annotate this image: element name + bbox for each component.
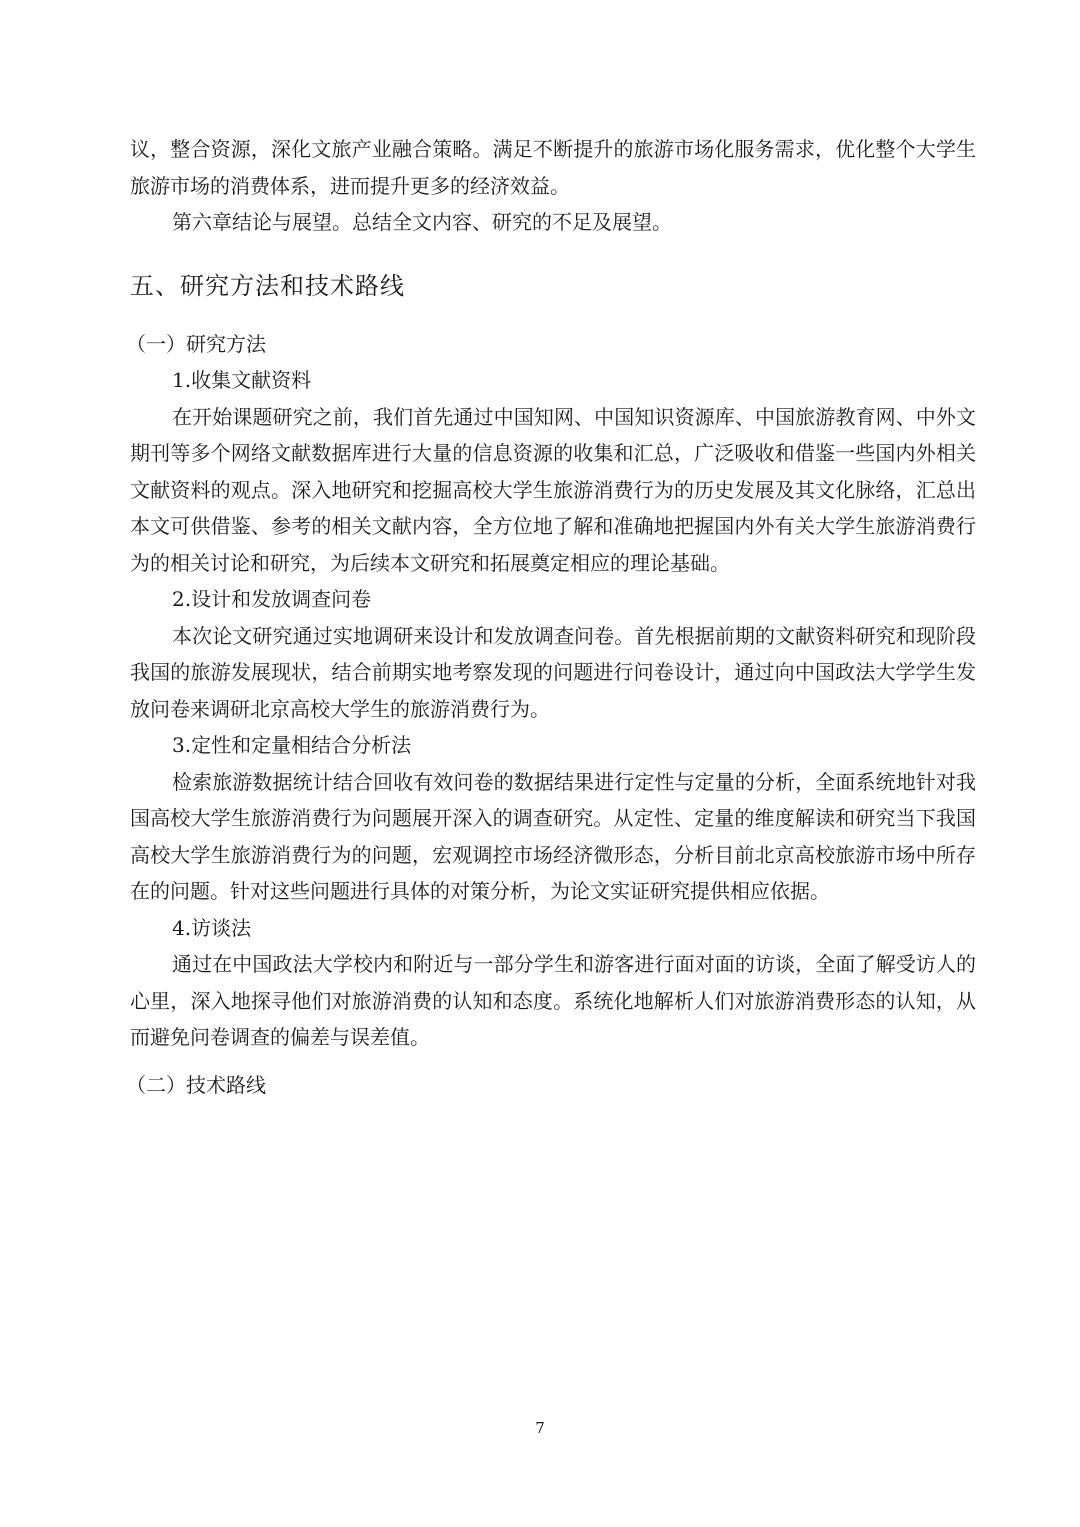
page-number: 7 <box>535 1419 545 1437</box>
intro-paragraph: 议，整合资源，深化文旅产业融合策略。满足不断提升的旅游市场化服务需求，优化整个大学生旅游市场的消费体系，进而提升更多的经济效益。 <box>130 137 976 198</box>
method-2-text: 本次论文研究通过实地调研来设计和发放调查问卷。首先根据前期的文献资料研究和现阶段我国的旅游发展现状，结合前期实地考察发现的问题进行问卷设计，通过向中国政法大学学生发放问卷来调研北京高校大学生的旅游消费行为。 <box>130 623 976 721</box>
section-heading: 五、研究方法和技术路线 <box>130 271 405 300</box>
method-1-title: 1.收集文献资料 <box>172 368 312 392</box>
method-4-title: 4.访谈法 <box>172 915 252 940</box>
subsection-heading-tech-route: （二）技术路线 <box>126 1072 266 1097</box>
method-4-text: 通过在中国政法大学校内和附近与一部分学生和游客进行面对面的访谈，全面了解受访人的心里，深入地探寻他们对旅游消费的认知和态度。系统化地解析人们对旅游消费形态的认知，从而避免问卷调查的偏差与误差值。 <box>130 952 976 1049</box>
method-1-text: 在开始课题研究之前，我们首先通过中国知网、中国知识资源库、中国旅游教育网、中外文期刊等多个网络文献数据库进行大量的信息资源的收集和汇总，广泛吸收和借鉴一些国内外相关文献资料的观点。深入地研究和挖掘高校大学生旅游消费行为的历史发展及其文化脉络，汇总出本文可供借鉴、参考的相关文献内容，全方位地了解和准确地把握国内外有关大学生旅游消费行为的相关讨论和研究，为后续本文研究和拓展奠定相应的理论基础。 <box>130 404 976 575</box>
page-body <box>126 131 976 1103</box>
method-3-text: 检索旅游数据统计结合回收有效问卷的数据结果进行定性与定量的分析，全面系统地针对我国高校大学生旅游消费行为问题展开深入的调查研究。从定性、定量的维度解读和研究当下我国高校大学生旅游消费行为的问题，宏观调控市场经济微形态，分析目前北京高校旅游市场中所存在的问题。针对这些问题进行具体的对策分析，为论文实证研究提供相应依据。 <box>130 769 976 903</box>
method-2-title: 2.设计和发放调查问卷 <box>172 587 372 611</box>
method-3-title: 3.定性和定量相结合分析法 <box>172 733 412 757</box>
chapter-six-summary: 第六章结论与展望。总结全文内容、研究的不足及展望。 <box>172 210 672 234</box>
subsection-heading-methods: （一）研究方法 <box>126 331 266 356</box>
